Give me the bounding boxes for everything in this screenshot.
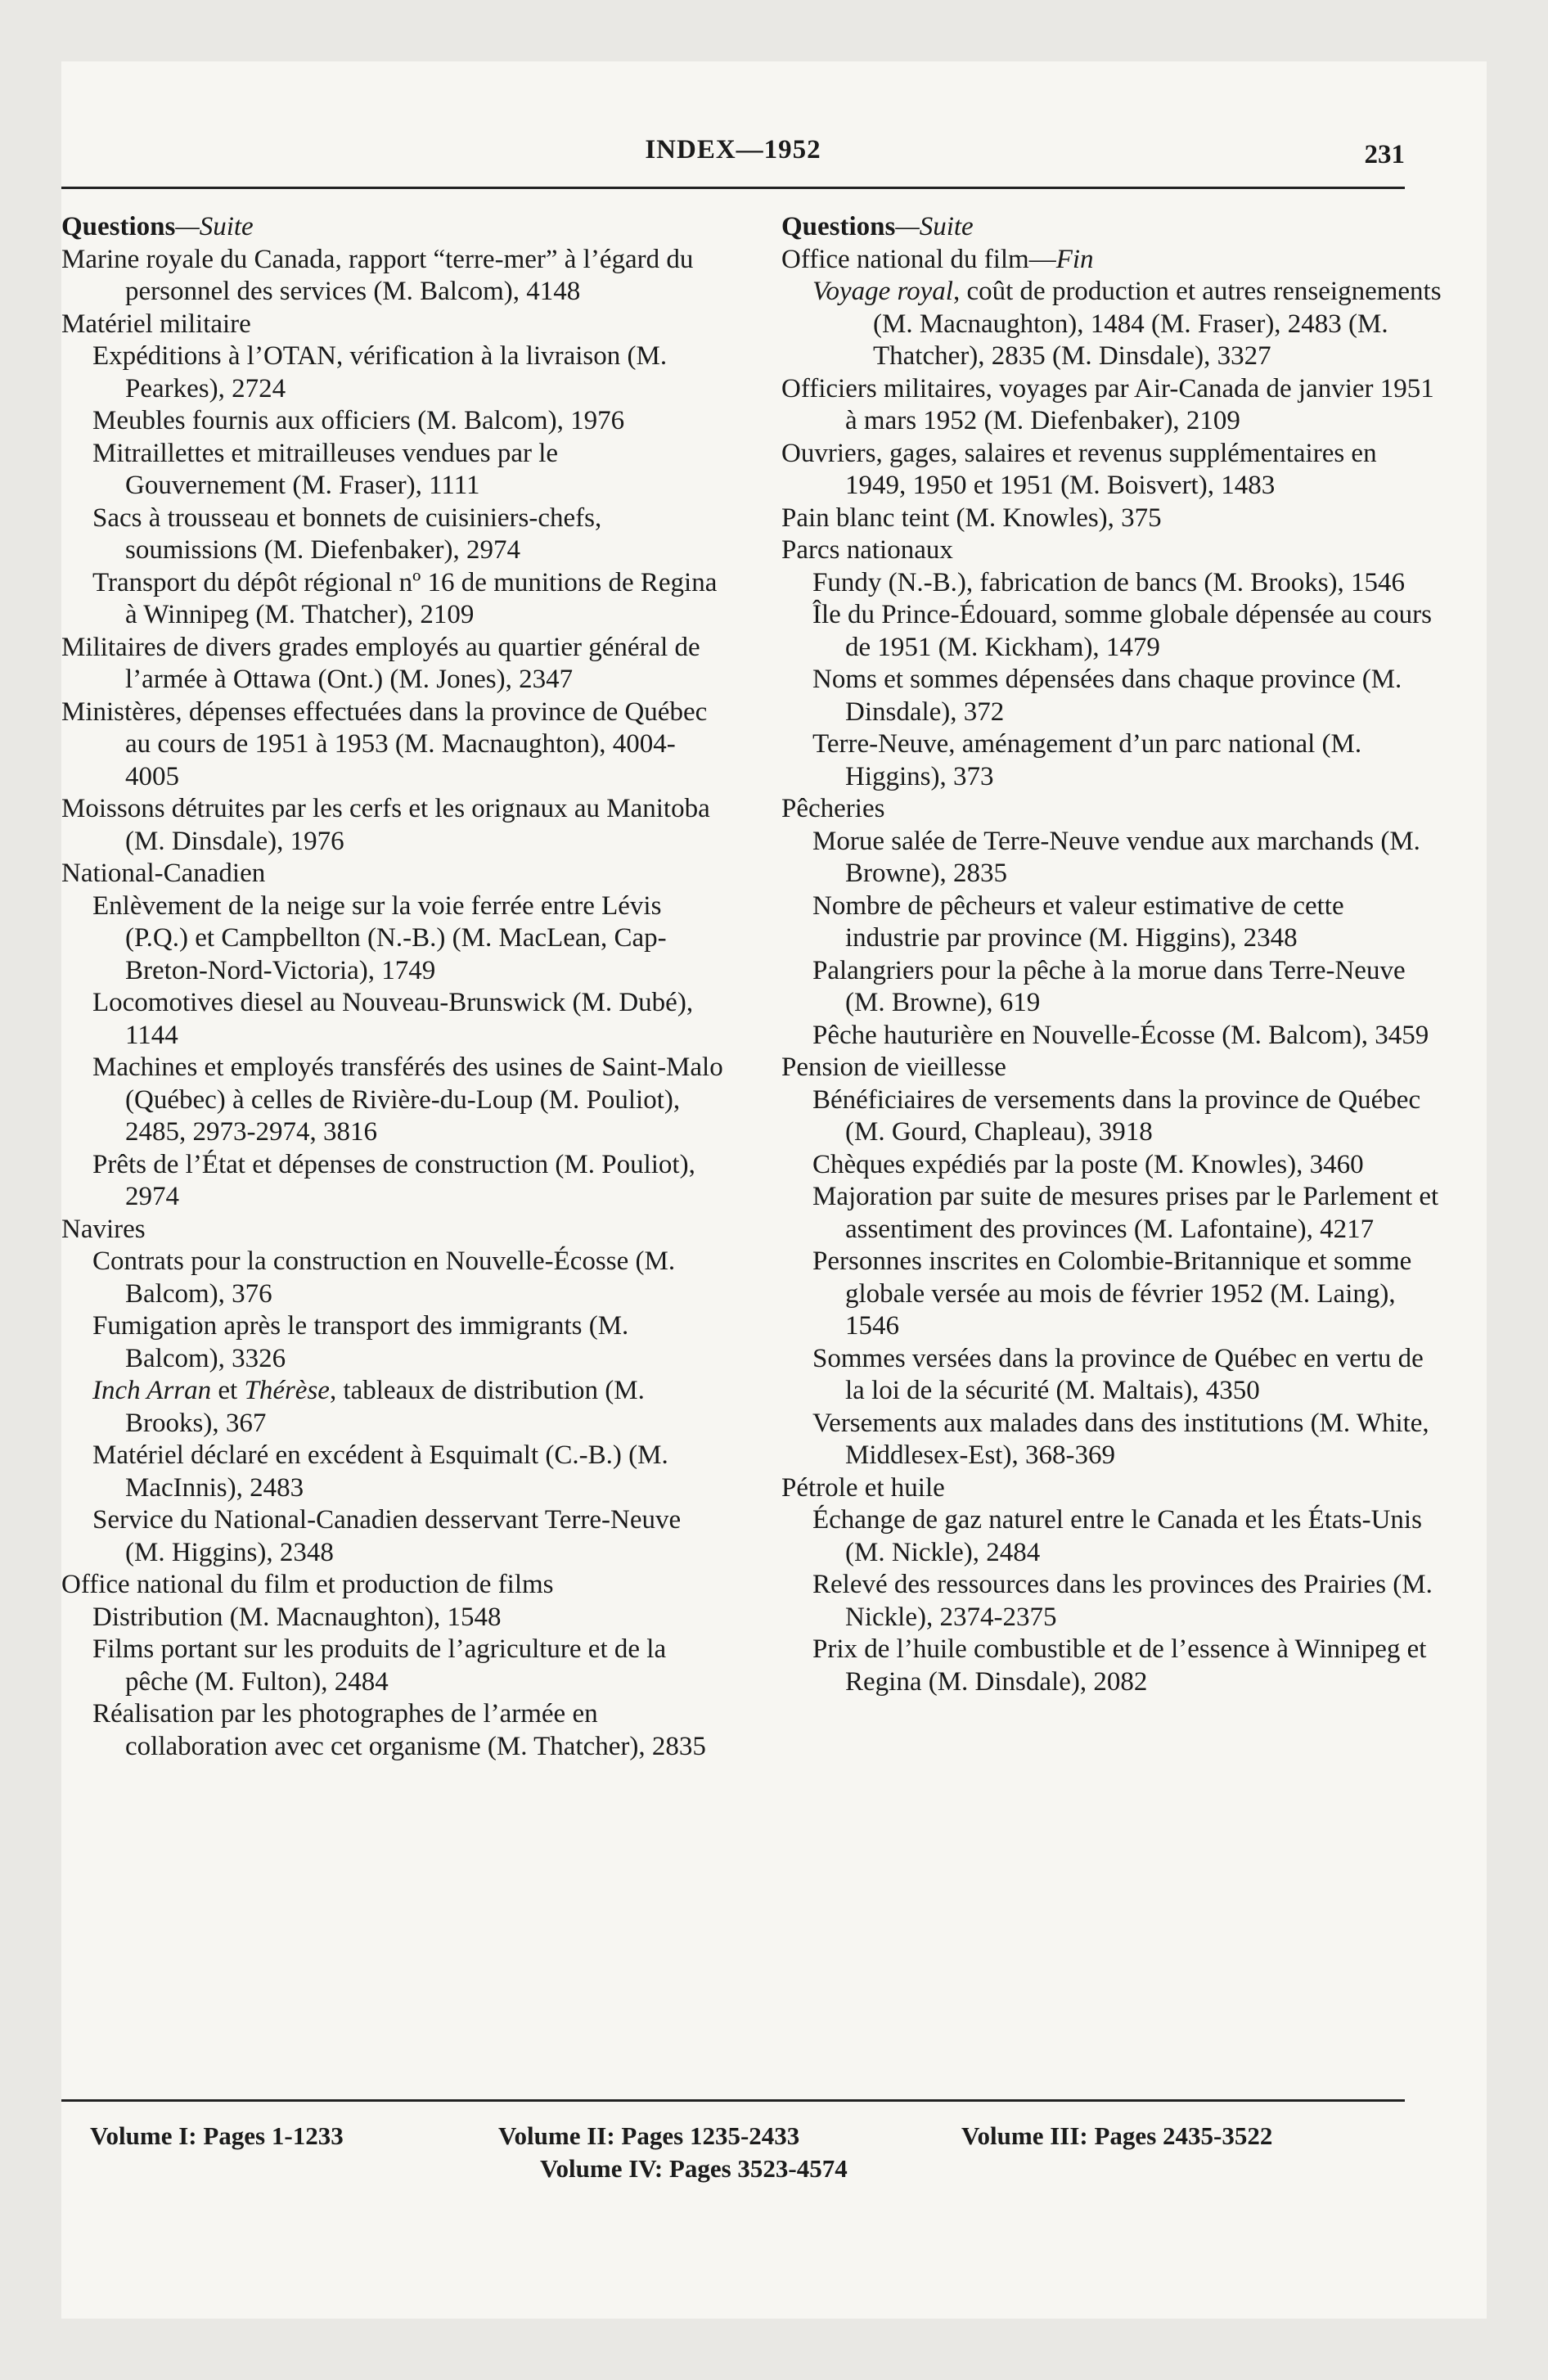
index-entry: Sommes versées dans la province de Québec en vertu de la loi de la sécurité (M. Maltais), 4350 [812, 1343, 1424, 1405]
index-entry: Locomotives diesel au Nouveau-Brunswick (M. Dubé), 1144 [92, 988, 694, 1050]
volume-range: Volume III: Pages 2435-3522 [961, 2121, 1273, 2150]
index-entry: Réalisation par les photographes de l’armée en collaboration avec cet organisme (M. Thatcher), 2835 [92, 1699, 706, 1761]
index-entry: Prêts de l’État et dépenses de construction (M. Pouliot), 2974 [92, 1149, 695, 1211]
index-entry: Sacs à trousseau et bonnets de cuisiniers-chefs, soumissions (M. Diefenbaker), 2974 [92, 503, 602, 565]
volume-range: Volume IV: Pages 3523-4574 [540, 2154, 848, 2183]
header-rule [61, 187, 1405, 189]
index-entry: Relevé des ressources dans les provinces des Prairies (M. Nickle), 2374-2375 [812, 1570, 1433, 1632]
right-column [781, 211, 1444, 1698]
index-entry: Ministères, dépenses effectuées dans la province de Québec au cours de 1951 à 1953 (M. Macnaughton), 4004-4005 [61, 696, 708, 791]
index-entry: Terre-Neuve, aménagement d’un parc national (M. Higgins), 373 [812, 729, 1362, 791]
index-entry: Morue salée de Terre-Neuve vendue aux marchands (M. Browne), 2835 [812, 826, 1420, 888]
column-heading: Questions—Suite [781, 212, 974, 241]
index-entry: Matériel déclaré en excédent à Esquimalt (C.-B.) (M. MacInnis), 2483 [92, 1440, 668, 1503]
index-entry: Voyage royal, coût de production et autres renseignements (M. Macnaughton), 1484 (M. Fraser), 2483 (M. Thatcher), 2835 (M. Dinsdale), 3327 [812, 277, 1442, 371]
index-subheading: Office national du film—Fin [781, 244, 1094, 274]
index-entry: Échange de gaz naturel entre le Canada et les États-Unis (M. Nickle), 2484 [812, 1505, 1422, 1567]
index-entry: Pain blanc teint (M. Knowles), 375 [781, 503, 1162, 533]
column-heading: Questions—Suite [61, 212, 254, 241]
volume-range: Volume II: Pages 1235-2433 [498, 2121, 800, 2150]
index-entry: Service du National-Canadien desservant Terre-Neuve (M. Higgins), 2348 [92, 1505, 682, 1567]
index-subheading: Pension de vieillesse [781, 1053, 1006, 1082]
index-entry: Nombre de pêcheurs et valeur estimative de cette industrie par province (M. Higgins), 2348 [812, 890, 1344, 953]
index-entry: Fumigation après le transport des immigrants (M. Balcom), 3326 [92, 1311, 629, 1373]
index-subheading: Pétrole et huile [781, 1472, 945, 1503]
index-subheading: Navires [61, 1214, 146, 1244]
index-subheading: Parcs nationaux [781, 535, 953, 565]
index-entry: Personnes inscrites en Colombie-Britannique et somme globale versée au mois de février 1952 (M. Laing), 1546 [812, 1246, 1412, 1341]
index-entry: Île du Prince-Édouard, somme globale dépensée au cours de 1951 (M. Kickham), 1479 [812, 600, 1432, 662]
index-entry: Enlèvement de la neige sur la voie ferrée entre Lévis (P.Q.) et Campbellton (N.-B.) (M. MacLean, Cap-Breton-Nord-Victoria), 1749 [92, 890, 667, 985]
index-entry: Pêche hauturière en Nouvelle-Écosse (M. Balcom), 3459 [812, 1020, 1429, 1050]
index-entry: Prix de l’huile combustible et de l’essence à Winnipeg et Regina (M. Dinsdale), 2082 [812, 1634, 1427, 1697]
running-title: INDEX—1952 [645, 135, 821, 165]
index-entry: Militaires de divers grades employés au quartier général de l’armée à Ottawa (Ont.) (M. Jones), 2347 [61, 632, 700, 694]
index-subheading: National-Canadien [61, 859, 266, 888]
index-entry: Versements aux malades dans des institutions (M. White, Middlesex-Est), 368-369 [812, 1408, 1429, 1470]
index-entry: Majoration par suite de mesures prises par le Parlement et assentiment des provinces (M. Lafontaine), 4217 [812, 1182, 1439, 1244]
index-entry: Marine royale du Canada, rapport “terre-mer” à l’égard du personnel des services (M. Balcom), 4148 [61, 244, 694, 306]
index-entry: Transport du dépôt régional nº 16 de munitions de Regina à Winnipeg (M. Thatcher), 2109 [92, 567, 718, 629]
index-entry: Ouvriers, gages, salaires et revenus supplémentaires en 1949, 1950 et 1951 (M. Boisvert), 1483 [781, 438, 1377, 500]
volume-range: Volume I: Pages 1-1233 [90, 2121, 344, 2150]
index-entry: Fundy (N.-B.), fabrication de bancs (M. Brooks), 1546 [812, 567, 1406, 597]
index-entry: Films portant sur les produits de l’agriculture et de la pêche (M. Fulton), 2484 [92, 1634, 667, 1697]
index-subheading: Office national du film et production de films [61, 1570, 554, 1599]
page-number: 231 [1364, 140, 1405, 169]
index-entry: Machines et employés transférés des usines de Saint-Malo (Québec) à celles de Rivière-du-Loup (M. Pouliot), 2485, 2973-2974, 3816 [92, 1053, 723, 1147]
index-entry: Mitraillettes et mitrailleuses vendues par le Gouvernement (M. Fraser), 1111 [92, 438, 559, 500]
index-entry: Distribution (M. Macnaughton), 1548 [92, 1602, 502, 1632]
index-entry: Bénéficiaires de versements dans la province de Québec (M. Gourd, Chapleau), 3918 [812, 1084, 1421, 1147]
index-entry: Chèques expédiés par la poste (M. Knowles), 3460 [812, 1149, 1364, 1179]
index-entry: Inch Arran et Thérèse, tableaux de distribution (M. Brooks), 367 [92, 1376, 645, 1438]
page-header [61, 135, 1405, 192]
index-entry: Moissons détruites par les cerfs et les orignaux au Manitoba (M. Dinsdale), 1976 [61, 794, 710, 856]
footer-rule [61, 2099, 1405, 2102]
index-entry: Noms et sommes dépensées dans chaque province (M. Dinsdale), 372 [812, 665, 1402, 727]
index-subheading: Matériel militaire [61, 309, 251, 339]
index-entry: Meubles fournis aux officiers (M. Balcom), 1976 [92, 406, 625, 435]
index-entry: Contrats pour la construction en Nouvelle-Écosse (M. Balcom), 376 [92, 1246, 676, 1309]
left-column [61, 211, 724, 1763]
index-subheading: Pêcheries [781, 794, 885, 823]
index-entry: Officiers militaires, voyages par Air-Canada de janvier 1951 à mars 1952 (M. Diefenbaker), 2109 [781, 373, 1434, 435]
index-entry: Expéditions à l’OTAN, vérification à la livraison (M. Pearkes), 2724 [92, 341, 668, 403]
index-entry: Palangriers pour la pêche à la morue dans Terre-Neuve (M. Browne), 619 [812, 955, 1406, 1017]
